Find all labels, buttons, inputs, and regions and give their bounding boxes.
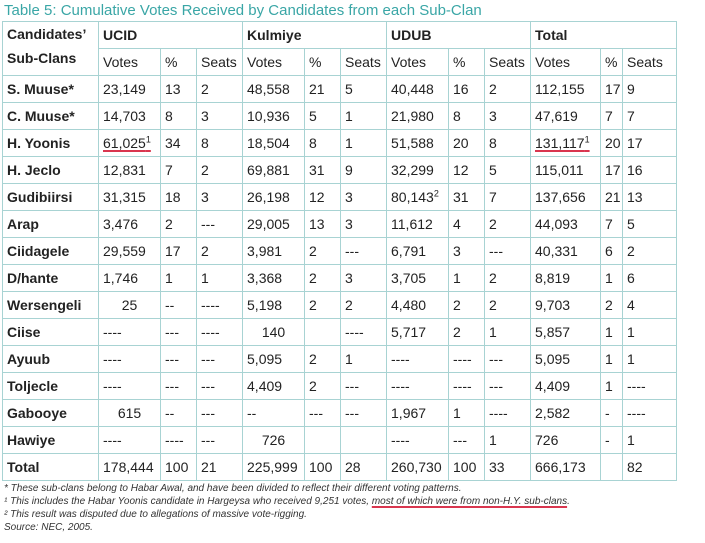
udub-seats-cell: 5 [485,157,531,184]
ucid-seats-cell: --- [197,400,243,427]
kulmiye-votes-cell: 48,558 [243,76,305,103]
kulmiye-seats-cell: --- [341,373,387,400]
total-votes-cell: 2,582 [531,400,601,427]
udub-percent-cell: 3 [449,238,485,265]
udub-percent-cell: --- [449,427,485,454]
sub-clan-name: Wersengeli [3,292,99,319]
table-row [3,238,677,265]
ucid-seats-cell: 21 [197,454,243,481]
kulmiye-seats-cell: 28 [341,454,387,481]
kulmiye-percent-cell: 8 [305,130,341,157]
kulmiye-percent-cell: 2 [305,238,341,265]
ucid-percent-cell: 17 [161,238,197,265]
ucid-percent-cell: 2 [161,211,197,238]
kulmiye-votes-cell: 18,504 [243,130,305,157]
ucid-percent-cell: 34 [161,130,197,157]
ucid-votes-cell [99,130,161,157]
ucid-seats-cell: --- [197,346,243,373]
footnote-2: ² This result was disputed due to allegations of massive vote-rigging. [4,509,307,520]
udub-percent-cell: 8 [449,103,485,130]
ucid-seats-cell: 2 [197,76,243,103]
kulmiye-votes-cell: 26,198 [243,184,305,211]
total-percent-cell: 7 [601,103,623,130]
subheader-votes: Votes [531,49,601,76]
subheader-seats: Seats [485,49,531,76]
ucid-votes-cell: 3,476 [99,211,161,238]
udub-percent-cell: 16 [449,76,485,103]
ucid-votes-cell: 25 [99,292,161,319]
udub-seats-cell: --- [485,238,531,265]
kulmiye-seats-cell: 5 [341,76,387,103]
udub-percent-cell: ---- [449,346,485,373]
total-percent-cell: 7 [601,211,623,238]
total-votes-cell: 726 [531,427,601,454]
corner-header-line2: Sub-Clans [7,50,77,66]
table-row [3,184,677,211]
udub-percent-cell: 4 [449,211,485,238]
kulmiye-votes-cell: 5,095 [243,346,305,373]
ucid-percent-cell: --- [161,319,197,346]
kulmiye-votes-cell: -- [243,400,305,427]
sub-clan-name: S. Muuse* [3,76,99,103]
udub-votes-cell: ---- [387,373,449,400]
kulmiye-percent-cell: 2 [305,292,341,319]
total-votes-value [535,135,590,151]
udub-seats-cell: 3 [485,103,531,130]
total-percent-cell: 1 [601,346,623,373]
udub-votes-cell: 260,730 [387,454,449,481]
udub-percent-cell: 1 [449,400,485,427]
udub-votes-cell: 21,980 [387,103,449,130]
kulmiye-seats-cell: 1 [341,103,387,130]
table-row [3,265,677,292]
ucid-seats-cell: --- [197,211,243,238]
sub-clan-name: H. Yoonis [3,130,99,157]
total-votes-cell: 137,656 [531,184,601,211]
ucid-votes-cell: 14,703 [99,103,161,130]
party-header-udub: UDUB [387,22,531,49]
footnote-1-prefix: ¹ This includes the Habar Yoonis candidate in Hargeysa who received 9,251 votes, [4,496,372,507]
header-row-parties [3,22,677,49]
sub-clan-name: Ciidagele [3,238,99,265]
total-seats-cell: 82 [623,454,677,481]
udub-votes-cell: 4,480 [387,292,449,319]
udub-votes-cell: 51,588 [387,130,449,157]
ucid-votes-cell: 1,746 [99,265,161,292]
sub-clan-name: Arap [3,211,99,238]
udub-seats-cell: 8 [485,130,531,157]
kulmiye-percent-cell: 2 [305,265,341,292]
party-header-ucid: UCID [99,22,243,49]
sub-clan-name: D/hante [3,265,99,292]
udub-votes-value [391,189,439,205]
ucid-seats-cell: --- [197,373,243,400]
total-votes-cell: 40,331 [531,238,601,265]
udub-votes-cell: 1,967 [387,400,449,427]
ucid-percent-cell: 13 [161,76,197,103]
footnote-1-suffix: . [567,496,570,507]
corner-header [3,22,99,76]
subheader-votes: Votes [243,49,305,76]
kulmiye-seats-cell: 3 [341,265,387,292]
table-row [3,427,677,454]
table-row [3,157,677,184]
footnote-marker: 1 [145,134,151,145]
udub-seats-cell: 1 [485,427,531,454]
total-seats-cell: 7 [623,103,677,130]
total-seats-cell: 5 [623,211,677,238]
total-seats-cell: 1 [623,319,677,346]
total-percent-cell: 1 [601,265,623,292]
ucid-votes-cell: ---- [99,319,161,346]
sub-clan-name: Gudibiirsi [3,184,99,211]
subheader-votes: Votes [387,49,449,76]
kulmiye-seats-cell: 3 [341,184,387,211]
udub-seats-cell: --- [485,373,531,400]
total-votes-cell: 9,703 [531,292,601,319]
udub-seats-cell: 2 [485,76,531,103]
source-note: Source: NEC, 2005. [4,522,93,533]
sub-clan-name: Ciise [3,319,99,346]
total-percent-cell: 17 [601,76,623,103]
total-seats-cell: 9 [623,76,677,103]
kulmiye-percent-cell: 12 [305,184,341,211]
ucid-seats-cell: --- [197,427,243,454]
kulmiye-seats-cell: --- [341,238,387,265]
udub-seats-cell: 33 [485,454,531,481]
ucid-seats-cell: 8 [197,130,243,157]
total-votes-cell: 8,819 [531,265,601,292]
udub-percent-cell: 20 [449,130,485,157]
kulmiye-percent-cell [305,319,341,346]
kulmiye-seats-cell: --- [341,400,387,427]
kulmiye-percent-cell: 21 [305,76,341,103]
table-row [3,292,677,319]
udub-percent-cell: 100 [449,454,485,481]
kulmiye-seats-cell: 3 [341,211,387,238]
kulmiye-percent-cell: 2 [305,346,341,373]
total-seats-cell: 13 [623,184,677,211]
udub-seats-cell: 2 [485,265,531,292]
table-caption: Table 5: Cumulative Votes Received by Candidates from each Sub-Clan [4,2,482,19]
total-seats-cell: ---- [623,373,677,400]
ucid-percent-cell: 18 [161,184,197,211]
udub-seats-cell: 2 [485,211,531,238]
kulmiye-votes-cell: 3,981 [243,238,305,265]
total-percent-cell: - [601,427,623,454]
table-row [3,130,677,157]
subheader-votes: Votes [99,49,161,76]
subheader-percent: % [449,49,485,76]
ucid-votes-value [103,135,151,151]
ucid-seats-cell: 3 [197,103,243,130]
udub-percent-cell: 31 [449,184,485,211]
ucid-seats-cell: 2 [197,157,243,184]
total-seats-cell: 6 [623,265,677,292]
subheader-percent: % [601,49,623,76]
footnote-marker: 2 [433,188,439,199]
kulmiye-percent-cell: --- [305,400,341,427]
ucid-percent-cell: --- [161,346,197,373]
table-row [3,319,677,346]
ucid-percent-cell: 100 [161,454,197,481]
subheader-seats: Seats [341,49,387,76]
udub-votes-cell: 3,705 [387,265,449,292]
kulmiye-votes-cell: 4,409 [243,373,305,400]
udub-percent-cell: 1 [449,265,485,292]
footnote-1-underlined: most of which were from non-H.Y. sub-clans [371,496,568,507]
udub-votes-cell: 32,299 [387,157,449,184]
ucid-percent-cell: 7 [161,157,197,184]
kulmiye-votes-cell: 726 [243,427,305,454]
sub-clan-name: H. Jeclo [3,157,99,184]
subheader-percent: % [305,49,341,76]
udub-votes-cell: ---- [387,427,449,454]
kulmiye-votes-cell: 69,881 [243,157,305,184]
ucid-votes-cell: 12,831 [99,157,161,184]
ucid-percent-cell: 8 [161,103,197,130]
ucid-seats-cell: 3 [197,184,243,211]
ucid-votes-cell: 615 [99,400,161,427]
udub-votes-cell: 6,791 [387,238,449,265]
party-header-kulmiye: Kulmiye [243,22,387,49]
ucid-votes-cell: ---- [99,346,161,373]
total-seats-cell: ---- [623,400,677,427]
kulmiye-percent-cell: 13 [305,211,341,238]
total-percent-cell: 21 [601,184,623,211]
kulmiye-seats-cell: 1 [341,130,387,157]
kulmiye-votes-cell: 29,005 [243,211,305,238]
kulmiye-votes-cell: 225,999 [243,454,305,481]
table-row [3,103,677,130]
ucid-votes-cell: 29,559 [99,238,161,265]
kulmiye-percent-cell: 31 [305,157,341,184]
ucid-votes-cell: 23,149 [99,76,161,103]
kulmiye-percent-cell: 2 [305,373,341,400]
kulmiye-percent-cell [305,427,341,454]
kulmiye-votes-cell: 3,368 [243,265,305,292]
sub-clan-name: C. Muuse* [3,103,99,130]
ucid-votes-number: 61,025 [103,135,146,151]
kulmiye-seats-cell: ---- [341,319,387,346]
total-seats-cell: 2 [623,238,677,265]
total-percent-cell: 20 [601,130,623,157]
kulmiye-seats-cell: 1 [341,346,387,373]
kulmiye-seats-cell: 9 [341,157,387,184]
udub-votes-cell: 40,448 [387,76,449,103]
footnote-1 [4,495,570,508]
total-votes-cell: 5,857 [531,319,601,346]
udub-seats-cell: 7 [485,184,531,211]
kulmiye-seats-cell [341,427,387,454]
ucid-votes-cell: 31,315 [99,184,161,211]
ucid-seats-cell: ---- [197,319,243,346]
table-row [3,400,677,427]
ucid-percent-cell: 1 [161,265,197,292]
total-votes-cell: 115,011 [531,157,601,184]
ucid-seats-cell: 2 [197,238,243,265]
udub-seats-cell: ---- [485,400,531,427]
subheader-seats: Seats [197,49,243,76]
votes-table [2,21,677,481]
udub-votes-cell: 5,717 [387,319,449,346]
total-votes-cell: 5,095 [531,346,601,373]
header-row-subcolumns [3,49,677,76]
total-percent-cell: 2 [601,292,623,319]
sub-clan-name: Hawiye [3,427,99,454]
total-votes-cell: 47,619 [531,103,601,130]
sub-clan-name: Ayuub [3,346,99,373]
total-votes-cell: 666,173 [531,454,601,481]
party-header-total: Total [531,22,677,49]
ucid-percent-cell: -- [161,292,197,319]
table-row [3,373,677,400]
table-row [3,346,677,373]
footnote-marker: 1 [584,134,590,145]
kulmiye-votes-cell: 140 [243,319,305,346]
kulmiye-votes-cell: 5,198 [243,292,305,319]
udub-votes-cell [387,184,449,211]
kulmiye-votes-cell: 10,936 [243,103,305,130]
kulmiye-percent-cell: 100 [305,454,341,481]
udub-percent-cell: 12 [449,157,485,184]
corner-header-line1: Candidates’ [7,26,87,42]
udub-percent-cell: 2 [449,292,485,319]
udub-votes-number: 80,143 [391,189,434,205]
total-seats-cell: 1 [623,427,677,454]
total-votes-cell: 44,093 [531,211,601,238]
udub-seats-cell: --- [485,346,531,373]
total-seats-cell: 1 [623,346,677,373]
total-seats-cell: 16 [623,157,677,184]
total-percent-cell: 17 [601,157,623,184]
total-percent-cell: 1 [601,319,623,346]
kulmiye-percent-cell: 5 [305,103,341,130]
ucid-seats-cell: ---- [197,292,243,319]
table-row [3,76,677,103]
total-percent-cell [601,454,623,481]
subheader-percent: % [161,49,197,76]
ucid-percent-cell: ---- [161,427,197,454]
ucid-votes-cell: ---- [99,373,161,400]
total-votes-cell: 4,409 [531,373,601,400]
ucid-seats-cell: 1 [197,265,243,292]
udub-votes-cell: ---- [387,346,449,373]
ucid-percent-cell: --- [161,373,197,400]
total-percent-cell: - [601,400,623,427]
total-votes-cell: 112,155 [531,76,601,103]
udub-percent-cell: 2 [449,319,485,346]
kulmiye-seats-cell: 2 [341,292,387,319]
ucid-votes-cell: 178,444 [99,454,161,481]
total-seats-cell: 17 [623,130,677,157]
table-row [3,211,677,238]
total-percent-cell: 6 [601,238,623,265]
total-percent-cell: 1 [601,373,623,400]
sub-clan-name: Gabooye [3,400,99,427]
total-votes-cell [531,130,601,157]
footnote-star: * These sub-clans belong to Habar Awal, and have been divided to reflect their different voting patterns. [4,483,462,494]
footnotes [4,482,570,534]
sub-clan-name: Total [3,454,99,481]
udub-seats-cell: 2 [485,292,531,319]
udub-percent-cell: ---- [449,373,485,400]
sub-clan-name: Toljecle [3,373,99,400]
ucid-votes-cell: ---- [99,427,161,454]
total-seats-cell: 4 [623,292,677,319]
ucid-percent-cell: -- [161,400,197,427]
total-votes-number: 131,117 [535,135,585,151]
table-row [3,454,677,481]
subheader-seats: Seats [623,49,677,76]
udub-votes-cell: 11,612 [387,211,449,238]
udub-seats-cell: 1 [485,319,531,346]
